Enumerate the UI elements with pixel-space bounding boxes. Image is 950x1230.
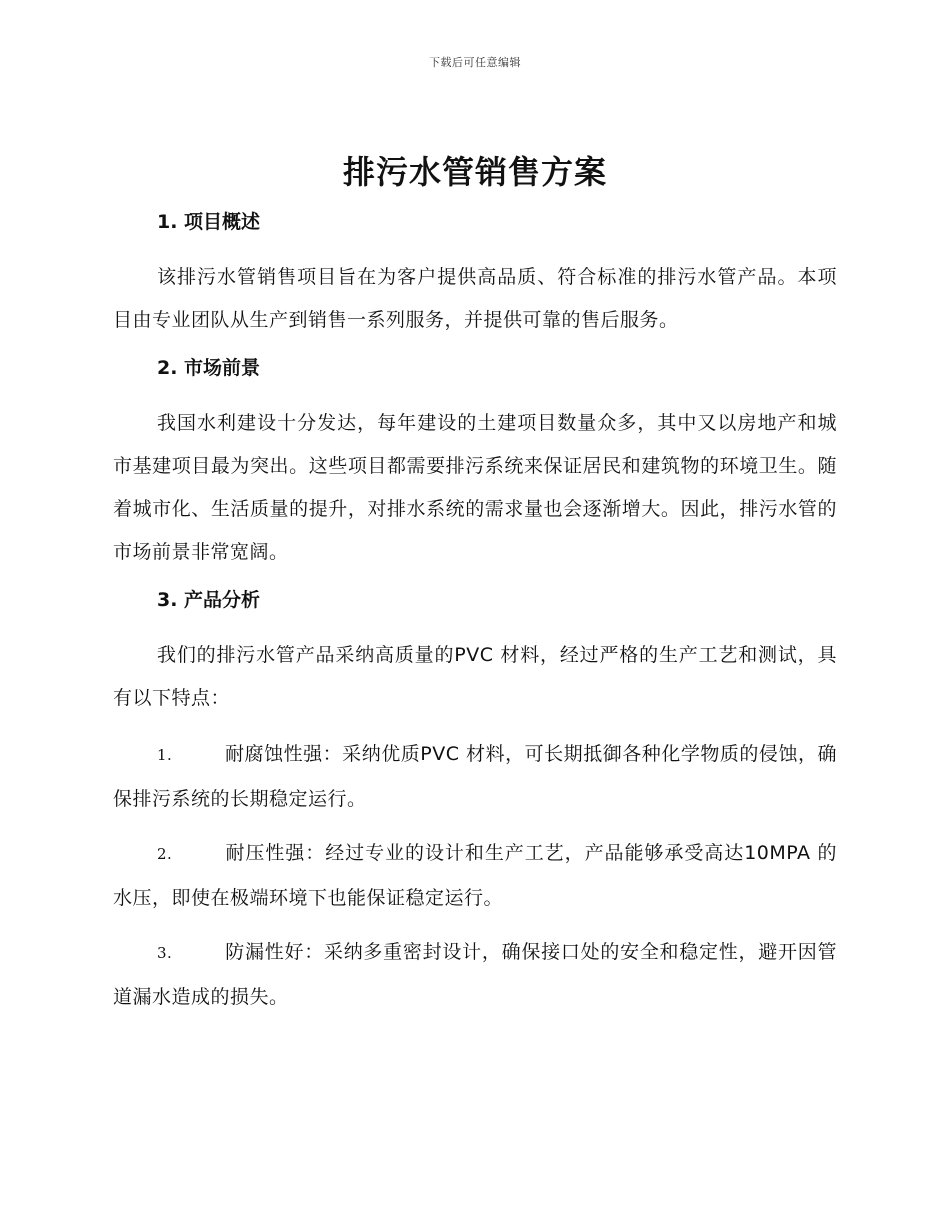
list-item bbox=[113, 831, 837, 920]
list-item-number: 3. bbox=[157, 944, 173, 962]
list-item-text: 耐压性强：经过专业的设计和生产工艺，产品能够承受高达10MPA 的水压，即使在极端环境下也能保证稳定运行。 bbox=[113, 842, 837, 909]
list-item bbox=[113, 732, 837, 821]
section-heading-overview: 1. 项目概述 bbox=[157, 211, 261, 233]
list-item-text: 防漏性好：采纳多重密封设计，确保接口处的安全和稳定性，避开因管道漏水造成的损失。 bbox=[113, 941, 837, 1008]
list-item-number: 2. bbox=[157, 845, 173, 863]
document-body bbox=[113, 150, 837, 1029]
section-paragraph-market: 我国水利建设十分发达，每年建设的土建项目数量众多，其中又以房地产和城市基建项目最为突出。这些项目都需要排污系统来保证居民和建筑物的环境卫生。随着城市化、生活质量的提升，对排水系统的需求量也会逐渐增大。因此，排污水管的市场前景非常宽阔。 bbox=[113, 412, 837, 563]
list-item bbox=[113, 930, 837, 1019]
document-title: 排污水管销售方案 bbox=[342, 153, 607, 191]
section-heading-market: 2. 市场前景 bbox=[157, 357, 261, 379]
section-paragraph-product: 我们的排污水管产品采纳高质量的PVC 材料，经过严格的生产工艺和测试，具有以下特点： bbox=[113, 644, 837, 709]
list-item-text: 耐腐蚀性强：采纳优质PVC 材料，可长期抵御各种化学物质的侵蚀，确保排污系统的长期稳定运行。 bbox=[113, 743, 837, 810]
section-heading-product: 3. 产品分析 bbox=[157, 589, 261, 611]
list-item-number: 1. bbox=[157, 746, 173, 764]
page-header-note: 下载后可任意编辑 bbox=[429, 56, 521, 69]
section-paragraph-overview: 该排污水管销售项目旨在为客户提供高品质、符合标准的排污水管产品。本项目由专业团队从生产到销售一系列服务，并提供可靠的售后服务。 bbox=[113, 266, 837, 331]
